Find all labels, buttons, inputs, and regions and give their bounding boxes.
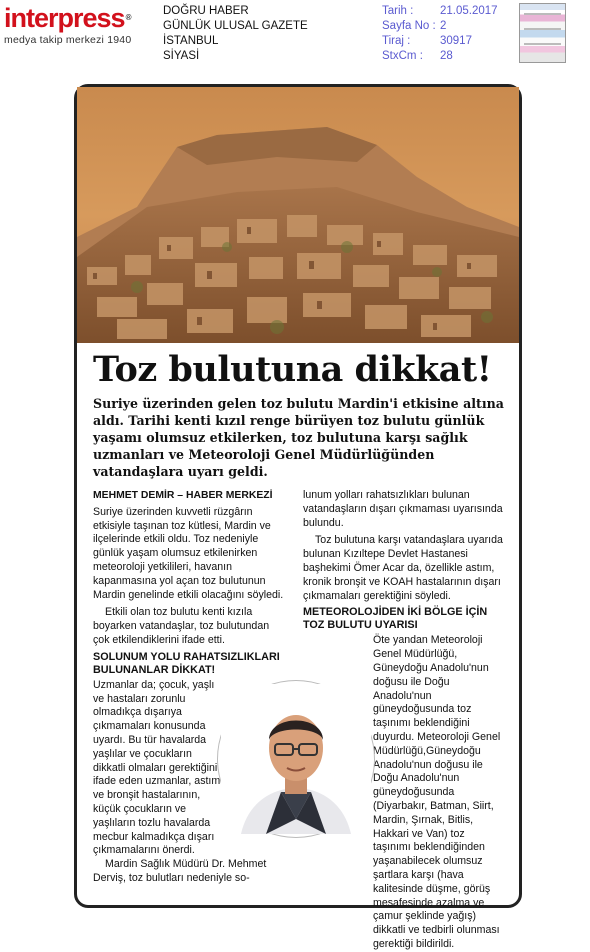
publication-category: SİYASİ: [163, 50, 200, 62]
article-lead: Suriye üzerinden gelen toz bulutu Mardin'i etkisine altına aldı. Tarihi kenti kızıl renge bürüyen toz bulutu günlük yaşamı olumsuz etkilerken, toz bulutuna karşı sağlık uzmanları ve Meteoroloji Genel Müdürlüğünden vatandaşlara uyarı geldi.: [93, 396, 504, 479]
paragraph: Etkili olan toz bulutu kenti kızıla boyarken vatandaşlar, toz bulutundan çok etkilendiklerini ifade etti.: [93, 606, 270, 646]
article-headline: Toz bulutuna dikkat!: [93, 349, 492, 390]
logo-tagline: medya takip merkezi 1940: [4, 34, 132, 46]
paragraph: Suriye üzerinden kuvvetli rüzgârın etkisiyle taşınan toz kütlesi, Mardin ve ilçelerinde etkili oldu. Toz nedeniyle günlük yaşam olumsuz etkilenirken meteoroloji yetkilileri, havanın kapanmasına yol açan toz bulutunun Mardin genelinde etkili olacağını söyledi.: [93, 505, 284, 601]
paragraph: Uzmanlar da; çocuk, yaşlı ve hastaları zorunlu olmadıkça dışarıya çıkmamaları konusunda uyardı. Bu tür havalarda yaşlılar ve çocukların dikkatli olmaları gerektiğini ifade eden uzmanlar, astım ve bronşit hastalarının, küçük çocukların ve yaşlıların tozlu havalarda mecbur kalmadıkça dışarı çıkmamalarını önerdi.: [93, 678, 221, 857]
interpress-logo: [4, 4, 154, 46]
paragraph: Öte yandan Meteoroloji Genel Müdürlüğü, Güneydoğu Anadolu'nun doğusu ile Doğu Anadolu'nun güneydoğusunda toz taşınımı beklendiğini duyurdu. Meteoroloji Genel Müdürlüğü,Güneydoğu Anadolu'nun doğusu ile Doğu Anadolu'nun güneydoğusunda (Diyarbakır, Batman, Siirt, Mardin, Şırnak, Bitlis, Hakkari ve Van) toz taşınımı beklendiğinden yaşanabilecek olumsuz şartlara karşı (hava kalitesinde düşme, görüş mesafesinde azalma ve çamur şeklinde yağış) dikkatli ve tedbirli olunması gerektiği bildirildi.: [373, 634, 501, 950]
news-clipping: [74, 84, 522, 950]
publication-name: DOĞRU HABER: [163, 5, 249, 17]
publication-info: [163, 4, 308, 64]
paragraph: Mardin Sağlık Müdürü Dr. Mehmet Derviş, toz bulutları nedeniyle so-: [93, 858, 267, 884]
logo-wordmark: interpress: [4, 3, 125, 33]
doctor-portrait: [218, 681, 374, 837]
paragraph: lunum yolları rahatsızlıkları bulunan vatandaşların dışarı çıkmaması uyarısında bulundu.: [303, 489, 503, 529]
publication-type: GÜNLÜK ULUSAL GAZETE: [163, 20, 308, 32]
page-thumbnail[interactable]: [519, 3, 566, 63]
paragraph: Toz bulutuna karşı vatandaşlara uyarıda bulunan Kızıltepe Devlet Hastanesi başhekimi Ömer Acar da, özellikle astım, kronik bronşit ve KOAH hastalarının dışarı çıkmamaları gerektiğini söyledi.: [303, 534, 503, 602]
meta-stxcm: StxCm : 28: [382, 50, 453, 62]
publication-city: İSTANBUL: [163, 35, 219, 47]
subheading-respiratory: SOLUNUM YOLU RAHATSIZLIKLARI BULUNANLAR DİKKAT!: [93, 650, 280, 676]
meta-date: Tarih : 21.05.2017: [382, 5, 498, 17]
meta-page: Sayfa No : 2: [382, 20, 447, 32]
article-byline: MEHMET DEMİR – HABER MERKEZİ: [93, 490, 273, 501]
subheading-meteorology: METEOROLOJİDEN İKİ BÖLGE İÇİN TOZ BULUTU UYARISI: [303, 606, 488, 632]
clipping-meta: [382, 4, 498, 64]
meta-circulation: Tiraj : 30917: [382, 35, 472, 47]
registered-mark: ®: [125, 13, 131, 22]
mardin-dust-photo: [77, 87, 519, 343]
